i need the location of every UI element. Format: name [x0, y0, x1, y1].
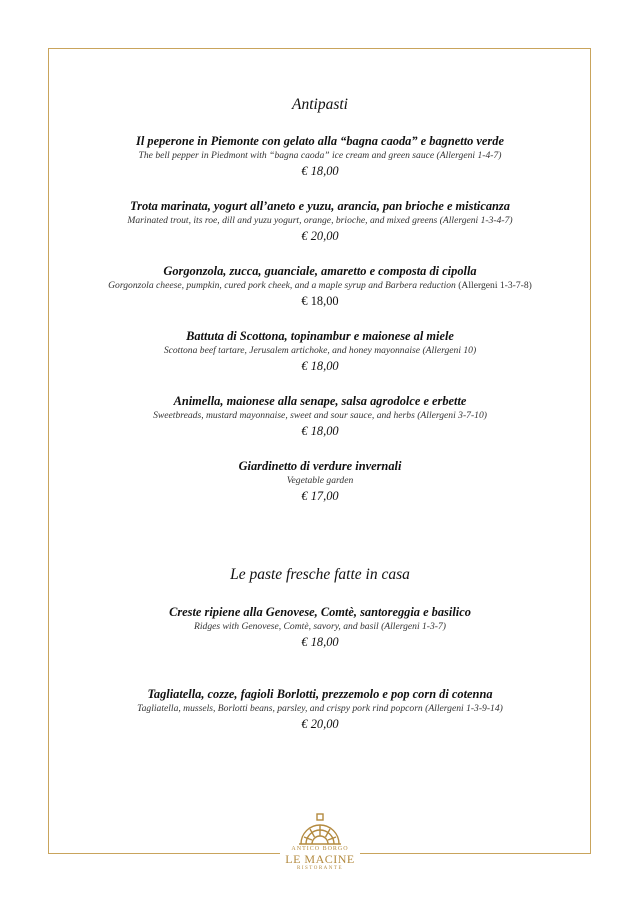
logo-line-2: LE MACINE [285, 852, 355, 866]
dish-allergens: (Allergeni 1-3-7-8) [458, 280, 532, 291]
dish-price: € 17,00 [301, 489, 339, 503]
dish-price: € 18,00 [301, 424, 339, 438]
dish-item [0, 328, 640, 375]
dish-price: € 20,00 [301, 717, 339, 731]
dish-item [0, 133, 640, 180]
dish-price: € 18,00 [301, 164, 339, 178]
dish-name: Trota marinata, yogurt all’aneto e yuzu, arancia, pan brioche e misticanza [130, 199, 510, 213]
logo-line-3: RISTORANTE [296, 866, 344, 871]
millstone-icon [295, 812, 345, 846]
dish-description-text: Gorgonzola cheese, pumpkin, cured pork cheek, and a maple syrup and Barbera reduction [108, 280, 456, 291]
section-title-paste: Le paste fresche fatte in casa [230, 566, 410, 583]
dish-description: Marinated trout, its roe, dill and yuzu yogurt, orange, brioche, and mixed greens (Allergeni 1-3-4-7) [127, 215, 513, 226]
dish-price: € 18,00 [301, 294, 339, 308]
dish-price: € 20,00 [301, 229, 339, 243]
dish-description: Ridges with Genovese, Comtè, savory, and basil (Allergeni 1-3-7) [194, 621, 446, 632]
dish-description: The bell pepper in Piedmont with “bagna caoda” ice cream and green sauce (Allergeni 1-4-7) [138, 150, 502, 161]
dish-item [0, 458, 640, 505]
dish-name: Il peperone in Piemonte con gelato alla “bagna caoda” e bagnetto verde [136, 134, 504, 148]
logo-line-1: ANTICO BORGO [291, 846, 349, 852]
dish-item [0, 198, 640, 245]
dish-description [0, 279, 640, 293]
dish-name: Battuta di Scottona, topinambur e maionese al miele [186, 329, 454, 343]
dish-name: Creste ripiene alla Genovese, Comtè, santoreggia e basilico [169, 605, 471, 619]
dish-price: € 18,00 [301, 635, 339, 649]
dish-item [0, 393, 640, 440]
dish-name: Tagliatella, cozze, fagioli Borlotti, prezzemolo e pop corn di cotenna [147, 687, 493, 701]
dish-description: Scottona beef tartare, Jerusalem artichoke, and honey mayonnaise (Allergeni 10) [163, 345, 477, 356]
dish-description: Sweetbreads, mustard mayonnaise, sweet and sour sauce, and herbs (Allergeni 3-7-10) [153, 410, 487, 421]
dish-price: € 18,00 [301, 359, 339, 373]
dish-name: Giardinetto di verdure invernali [238, 459, 402, 473]
restaurant-logo [280, 812, 360, 884]
dish-item [0, 604, 640, 651]
dish-description: Vegetable garden [286, 475, 354, 486]
dish-name: Gorgonzola, zucca, guanciale, amaretto e composta di cipolla [163, 264, 477, 278]
dish-item [0, 263, 640, 310]
dish-name: Animella, maionese alla senape, salsa agrodolce e erbette [173, 394, 467, 408]
dish-item [0, 686, 640, 733]
dish-description: Tagliatella, mussels, Borlotti beans, parsley, and crispy pork rind popcorn (Allergeni 1-3-9-14) [137, 703, 503, 714]
section-title-antipasti: Antipasti [292, 96, 348, 113]
